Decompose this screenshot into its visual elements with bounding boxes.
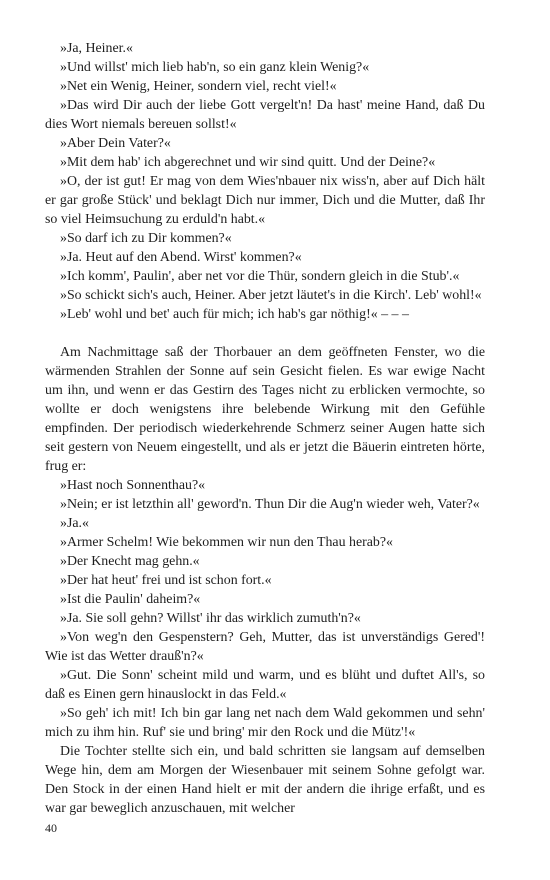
- paragraph: »Nein; er ist letzthin all' geword'n. Thun Dir die Aug'n wieder weh, Vater?«: [60, 497, 480, 512]
- paragraph: »Aber Dein Vater?«: [60, 136, 171, 151]
- paragraph: »Leb' wohl und bet' auch für mich; ich hab's gar nöthig!« – – –: [60, 307, 409, 322]
- paragraph: »Ja. Heut auf den Abend. Wirst' kommen?«: [60, 250, 302, 265]
- paragraph: »Ich komm', Paulin', aber net vor die Thür, sondern gleich in die Stub'.«: [60, 269, 460, 284]
- paragraph: »Gut. Die Sonn' scheint mild und warm, und es blüht und duftet All's, so daß es Einen gern hinauslockt in das Feld.«: [45, 668, 485, 702]
- paragraph: Die Tochter stellte sich ein, und bald schritten sie langsam auf demselben Wege hin, dem am Morgen der Wiesenbauer mit seinem Sohne gefolgt war. Den Stock in der einen Hand hielt er mit der andern die ihrige erfaßt, und es war gar beweglich anzuschauen, mit welcher: [45, 744, 485, 816]
- paragraph: »Ist die Paulin' daheim?«: [60, 592, 201, 607]
- page-number: 40: [45, 821, 57, 835]
- paragraph: »Hast noch Sonnenthau?«: [60, 478, 206, 493]
- paragraph: Am Nachmittage saß der Thorbauer an dem geöffneten Fenster, wo die wärmenden Strahlen der Sonne auf sein Gesicht fielen. Es war ewige Nacht um ihn, und wenn er das Gestirn des Tages nicht zu erblicken vermochte, so wollte er doch wenigstens ihre belebende Wirkung mit den Gefühle empfinden. Der periodisch wiederkehrende Schmerz seiner Augen hatte sich seit gestern von Neuem eingestellt, und als er jetzt die Bäuerin eintreten hörte, frug er:: [45, 345, 485, 474]
- paragraph: »Und willst' mich lieb hab'n, so ein ganz klein Wenig?«: [60, 60, 370, 75]
- paragraph: »So schickt sich's auch, Heiner. Aber jetzt läutet's in die Kirch'. Leb' wohl!«: [60, 288, 482, 303]
- paragraph: »Armer Schelm! Wie bekommen wir nun den Thau herab?«: [60, 535, 393, 550]
- paragraph: »So geh' ich mit! Ich bin gar lang net nach dem Wald gekommen und sehn' mich zu ihm hin. Ruf' sie und bring' mir den Rock und die Mütz'!«: [45, 706, 485, 740]
- paragraph: »Das wird Dir auch der liebe Gott vergelt'n! Da hast' meine Hand, daß Du dies Wort niemals bereuen sollst!«: [45, 98, 485, 132]
- paragraph: »Ja.«: [60, 516, 89, 531]
- paragraph: »Ja, Heiner.«: [60, 41, 133, 56]
- paragraph: »So darf ich zu Dir kommen?«: [60, 231, 232, 246]
- paragraph: »Ja. Sie soll gehn? Willst' ihr das wirklich zumuth'n?«: [60, 611, 361, 626]
- paragraph: »Mit dem hab' ich abgerechnet und wir sind quitt. Und der Deine?«: [60, 155, 436, 170]
- body-text: [45, 39, 485, 818]
- paragraph: »Der Knecht mag gehn.«: [60, 554, 200, 569]
- paragraph: »Der hat heut' frei und ist schon fort.«: [60, 573, 272, 588]
- paragraph: »Von weg'n den Gespenstern? Geh, Mutter, das ist unverständigs Gered'! Wie ist das Wetter drauß'n?«: [45, 630, 485, 664]
- paragraph: »O, der ist gut! Er mag von dem Wies'nbauer nix wiss'n, aber auf Dich hält er gar große Stück' und beklagt Dich nur immer, Dich und die Mutter, daß Ihr so viel Heimsuchung zu erduld'n habt.«: [45, 174, 485, 227]
- paragraph: »Net ein Wenig, Heiner, sondern viel, recht viel!«: [60, 79, 337, 94]
